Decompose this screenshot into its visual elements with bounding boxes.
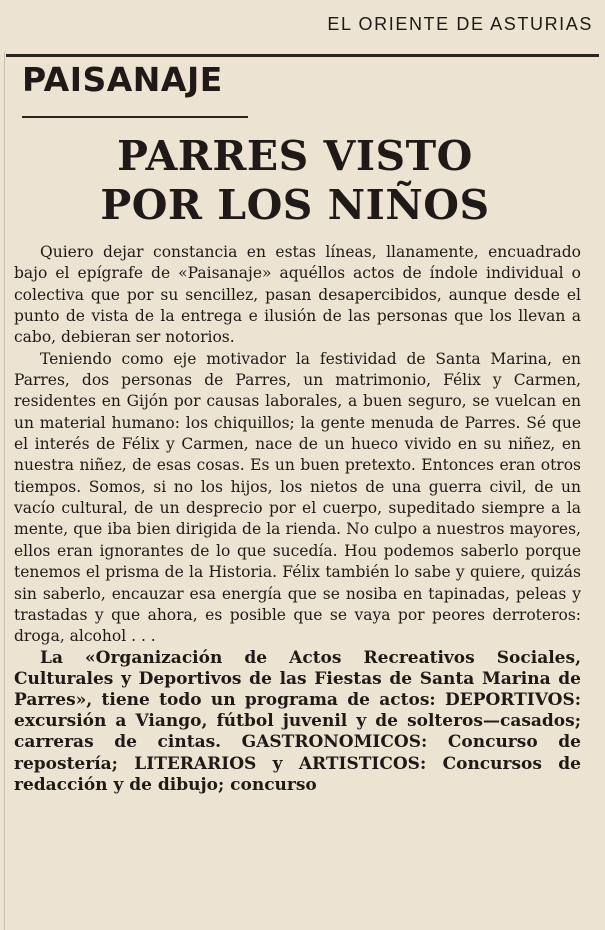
column-edge xyxy=(4,52,5,930)
article-headline xyxy=(50,132,540,230)
paragraph-2: Teniendo como eje motivador la festividad de Santa Marina, en Parres, dos personas de Parres, un matrimonio, Félix y Carmen, residentes en Gijón por causas laborales, a buen seguro, se vuelcan en un material humano: los chiquillos; la gente menuda de Parres. Sé que el interés de Félix y Carmen, nace de un hueco vivido en su niñez, en nuestra niñez, de esas cosas. Es un buen pretexto. Entonces eran otros tiempos. Somos, si no los hijos, los nietos de una guerra civil, de un vacío cultural, de un desprecio por el cuerpo, supeditado siempre a la mente, que iba bien dirigida de la rienda. No culpo a nuestros mayores, ellos eran ignorantes de lo que sucedía. Hou podemos saberlo porque tenemos el prisma de la Historia. Félix también lo sabe y quiere, quizás sin saberlo, encauzar esa energía que se nosiba en tapinadas, peleas y trastadas y que ahora, es posible que se vaya por peores derroteros: droga, alcohol . . . xyxy=(14,349,581,646)
masthead-rule xyxy=(6,54,599,57)
paragraph-1: Quiero dejar constancia en estas líneas, llanamente, encuadrado bajo el epígrafe de «Paisanaje» aquéllos actos de índole individual o colectiva que por su sencillez, pasan desapercibidos, aunque desde el punto de vista de la entrega e ilusión de las personas que los llevan a cabo, debieran ser notorios. xyxy=(14,243,581,347)
paragraph-3: La «Organización de Actos Recreativos Sociales, Culturales y Deportivos de las Fiestas de Santa Marina de Parres», tiene todo un programa de actos: DEPORTIVOS: excursión a Viango, fútbol juvenil y de solteros—casados; carreras de cintas. GASTRONOMICOS: Concurso de repostería; LITERARIOS y ARTISTICOS: Concursos de redacción y de dibujo; concurso xyxy=(14,647,581,795)
section-title: PAISANAJE xyxy=(22,60,223,99)
headline-line-1: PARRES VISTO xyxy=(117,132,473,180)
section-underline xyxy=(22,116,248,118)
headline-line-2: POR LOS NIÑOS xyxy=(100,181,490,229)
article-body xyxy=(14,242,581,796)
newspaper-masthead: EL ORIENTE DE ASTURIAS xyxy=(327,14,593,34)
